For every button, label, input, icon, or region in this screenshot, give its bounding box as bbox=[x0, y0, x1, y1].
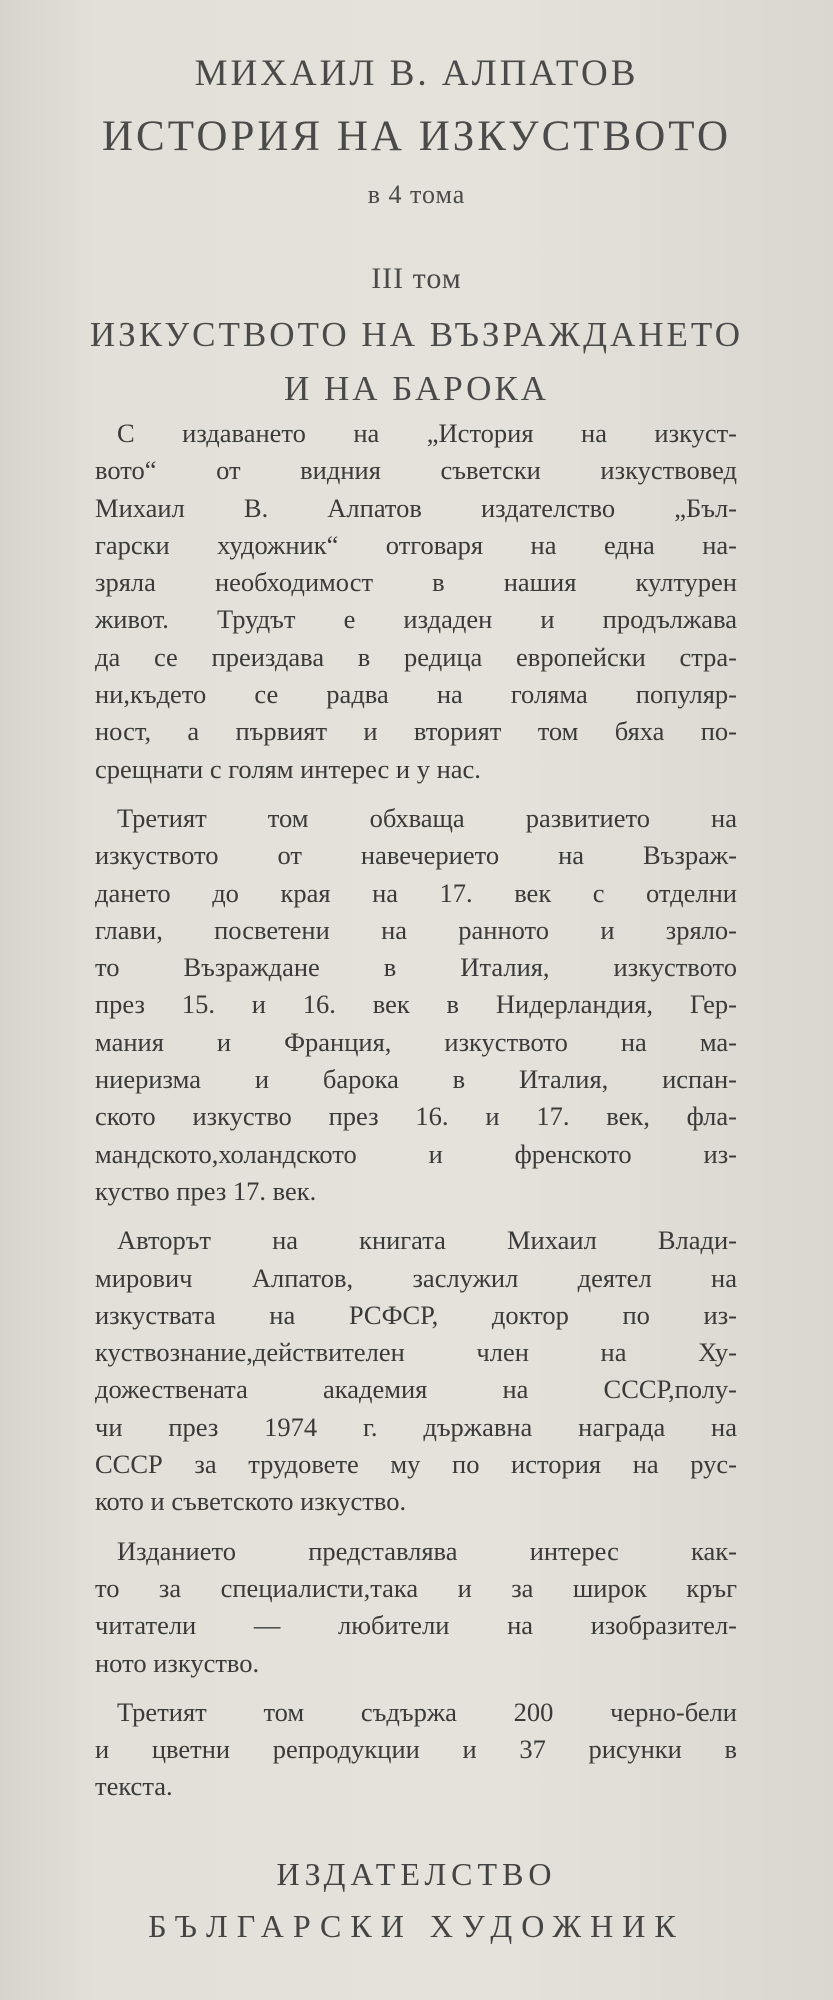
paragraph-line: ни,където се радва на голяма популяр- bbox=[95, 679, 737, 710]
paragraph-line: и цветни репродукции и 37 рисунки в bbox=[95, 1734, 737, 1765]
volumes-count: в 4 тома bbox=[367, 180, 466, 209]
paragraph-line: Михаил В. Алпатов издателство „Бъл- bbox=[95, 492, 737, 523]
paragraph-line: Изданието представлява интерес как- bbox=[117, 1535, 737, 1566]
paragraph-line: то Възраждане в Италия, изкуството bbox=[95, 952, 737, 983]
paragraph bbox=[95, 1222, 737, 1520]
paragraph-line: срещнати с голям интерес и у нас. bbox=[95, 753, 481, 784]
volume-label: III том bbox=[371, 262, 462, 295]
paragraph-line: куство през 17. век. bbox=[95, 1175, 317, 1206]
paragraph-line: изкуството от навечерието на Възраж- bbox=[95, 840, 737, 871]
paragraph-line: читатели — любители на изобразител- bbox=[95, 1610, 737, 1641]
paragraph-line: мания и Франция, изкуството на ма- bbox=[95, 1026, 737, 1057]
paragraph-line: изкуствата на РСФСР, доктор по из- bbox=[95, 1299, 737, 1330]
paragraph-line: да се преиздава в редица европейски стра- bbox=[95, 641, 737, 672]
paragraph-line: ното изкуство. bbox=[95, 1647, 260, 1678]
publisher-name: БЪЛГАРСКИ ХУДОЖНИК bbox=[148, 1908, 685, 1944]
paragraph-line: то за специалисти,така и за широк кръг bbox=[95, 1572, 737, 1603]
paragraph-line: Третият том обхваща развитието на bbox=[117, 802, 737, 833]
paragraph-line: куствознание,действителен член на Ху- bbox=[95, 1337, 737, 1368]
paragraph-line: СССР за трудовете му по история на рус- bbox=[95, 1449, 737, 1480]
paragraph-line: ност, а първият и вторият том бяха по- bbox=[95, 716, 737, 747]
paragraph-line: Третият том съдържа 200 черно-бели bbox=[117, 1696, 737, 1727]
book-title: ИСТОРИЯ НА ИЗКУСТВОТО bbox=[101, 113, 732, 160]
paragraph bbox=[95, 415, 737, 788]
paragraph-line: мандското,холандското и френското из- bbox=[95, 1138, 737, 1169]
paragraph-line: кото и съветското изкуство. bbox=[95, 1486, 407, 1517]
paragraph-line: Авторът на книгата Михаил Влади- bbox=[117, 1225, 737, 1256]
subtitle-line-1: ИЗКУСТВОТО НА ВЪЗРАЖДАНЕТО bbox=[89, 315, 744, 354]
paragraph-line: дожествената академия на СССР,полу- bbox=[95, 1374, 737, 1405]
publisher-label: ИЗДАТЕЛСТВО bbox=[276, 1856, 557, 1892]
volume-subtitle bbox=[0, 308, 833, 416]
paragraph-line: дането до края на 17. век с отделни bbox=[95, 877, 737, 908]
paragraph-line: мирович Алпатов, заслужил деятел на bbox=[95, 1262, 737, 1293]
paragraph-line: ниеризма и барока в Италия, испан- bbox=[95, 1064, 737, 1095]
subtitle-line-2: И НА БАРОКА bbox=[283, 369, 550, 408]
paragraph bbox=[95, 1694, 737, 1806]
paragraph-line: текста. bbox=[95, 1771, 173, 1802]
paragraph-line: ското изкуство през 16. и 17. век, фла- bbox=[95, 1101, 737, 1132]
paragraph-line: глави, посветени на ранното и зряло- bbox=[95, 914, 737, 945]
description-text bbox=[95, 415, 737, 1818]
paragraph-line: вото“ от видния съветски изкуствовед bbox=[95, 455, 737, 486]
paragraph-line: гарски художник“ отговаря на една на- bbox=[95, 529, 737, 560]
paragraph-line: през 15. и 16. век в Нидерландия, Гер- bbox=[95, 989, 737, 1020]
paragraph-line: чи през 1974 г. държавна награда на bbox=[95, 1411, 737, 1442]
paragraph bbox=[95, 800, 737, 1210]
paragraph-line: зряла необходимост в нашия културен bbox=[95, 567, 737, 598]
paragraph bbox=[95, 1533, 737, 1682]
author-name: МИХАИЛ В. АЛПАТОВ bbox=[194, 53, 639, 94]
paragraph-line: живот. Трудът е издаден и продължава bbox=[95, 604, 737, 635]
paragraph-line: С издаването на „История на изкуст- bbox=[117, 418, 737, 448]
